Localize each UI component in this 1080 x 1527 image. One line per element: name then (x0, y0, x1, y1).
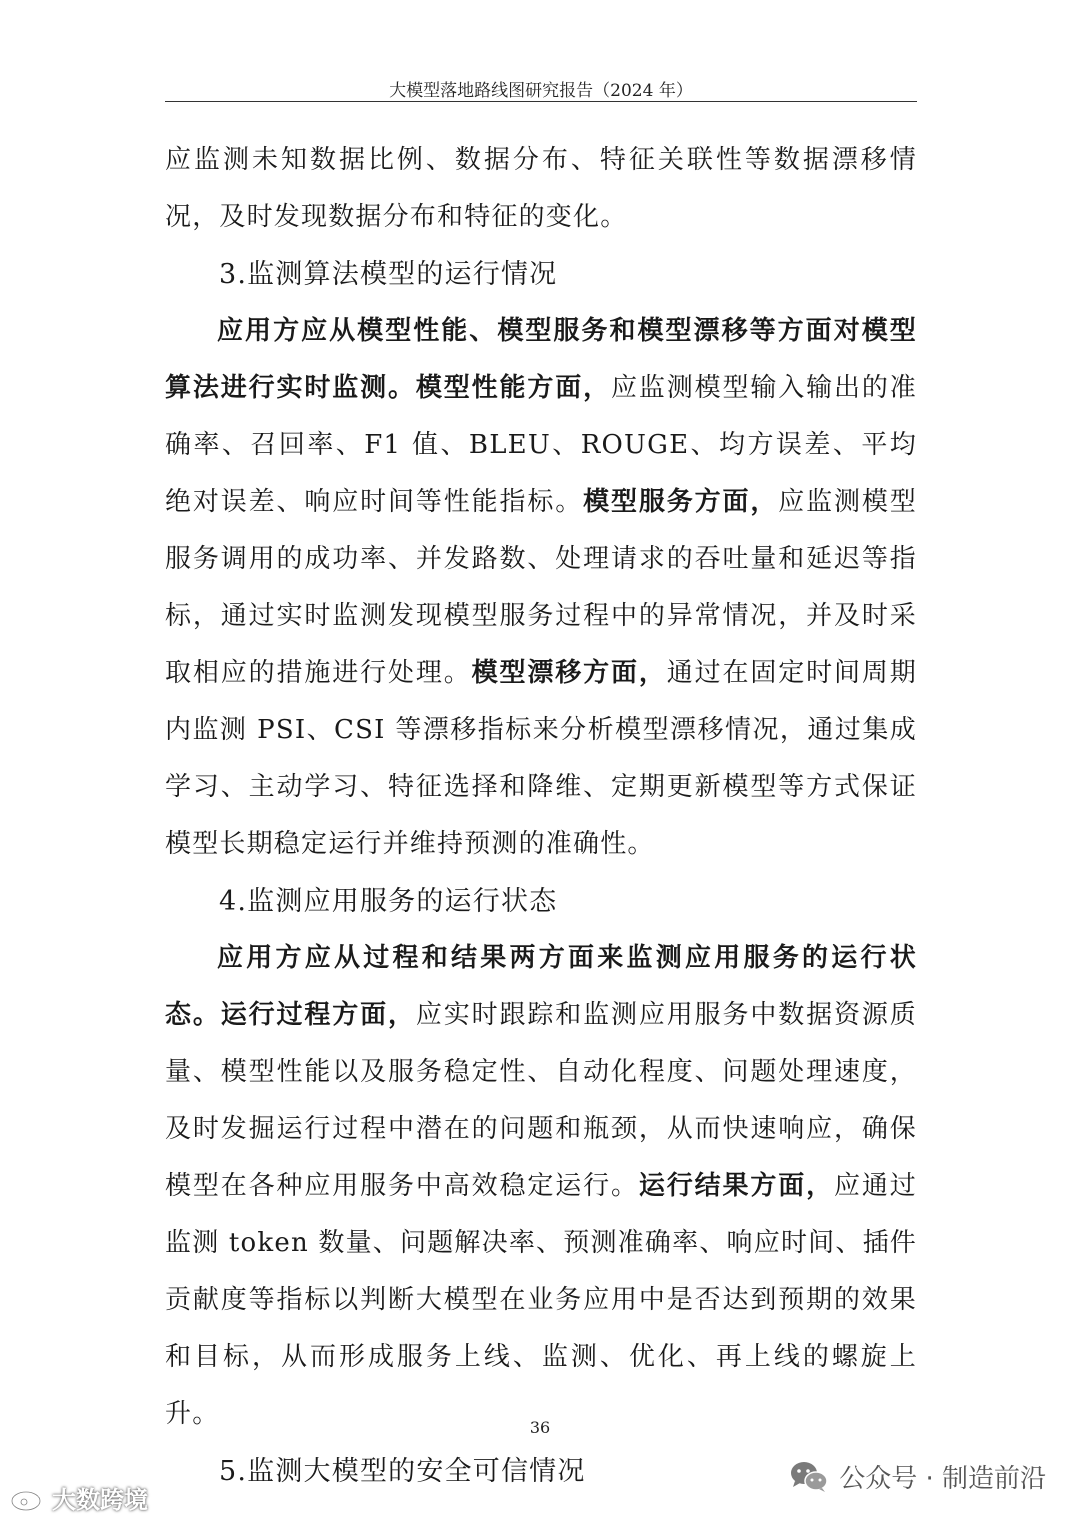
text-model-drift: 通过在固定时间周期内监测 PSI、CSI 等漂移指标来分析模型漂移情况，通过集成学习、主动学习、特征选择和降维、定期更新模型等方式保证模型长期稳定运行并维持预测的准确性。 (165, 658, 917, 859)
watermark-right (789, 1458, 1046, 1495)
running-header: 大模型落地路线图研究报告（2024 年） (389, 81, 693, 101)
section-heading-4: 4.监测应用服务的运行状态 (219, 886, 558, 917)
text-model-performance: 应监测模型输入输出的准确率、召回率、F1 值、BLEU、ROUGE、均方误差、平均绝对误差、响应时间等性能指标。 (165, 373, 917, 517)
keyword-model-performance: 模型性能方面， (415, 373, 612, 403)
section-heading-5: 5.监测大模型的安全可信情况 (219, 1456, 586, 1487)
paragraph-continuation: 应监测未知数据比例、数据分布、特征关联性等数据漂移情况，及时发现数据分布和特征的变化。 (165, 145, 917, 232)
text-model-service: 应监测模型服务调用的成功率、并发路数、处理请求的吞吐量和延迟等指标，通过实时监测发现模型服务过程中的异常情况，并及时采取相应的措施进行处理。 (165, 487, 917, 688)
weibo-icon (8, 1484, 48, 1512)
text-run-process: 应实时跟踪和监测应用服务中数据资源质量、模型性能以及服务稳定性、自动化程度、问题处理速度，及时发掘运行过程中潜在的问题和瓶颈，从而快速响应，确保模型在各种应用服务中高效稳定运行。 (165, 1000, 918, 1201)
watermark-right-text: 公众号 · 制造前沿 (839, 1464, 1046, 1494)
paragraph-model-monitoring (165, 303, 917, 873)
keyword-model-service: 模型服务方面， (583, 487, 779, 517)
body-text (165, 132, 917, 1500)
text-run-result: 应通过监测 token 数量、问题解决率、预测准确率、响应时间、插件贡献度等指标以判断大模型在业务应用中是否达到预期的效果和目标，从而形成服务上线、监测、优化、再上线的螺旋上升。 (165, 1171, 917, 1429)
keyword-run-result: 运行结果方面， (638, 1171, 835, 1201)
section-heading-3: 3.监测算法模型的运行情况 (219, 259, 558, 290)
lead-sentence: 应用方应从过程和结果两方面来监测应用服务的运行状态。 (165, 943, 917, 1030)
lead-sentence: 应用方应从模型性能、模型服务和模型漂移等方面对模型算法进行实时监测。 (165, 316, 917, 403)
watermark-left (8, 1480, 148, 1515)
wechat-icon (789, 1460, 829, 1494)
header-rule (165, 101, 917, 102)
watermark-left-text: 大数跨境 (52, 1486, 148, 1514)
paragraph-service-monitoring (165, 930, 917, 1443)
keyword-model-drift: 模型漂移方面， (471, 658, 667, 688)
page-number: 36 (529, 1418, 551, 1437)
keyword-run-process: 运行过程方面， (220, 1000, 416, 1030)
